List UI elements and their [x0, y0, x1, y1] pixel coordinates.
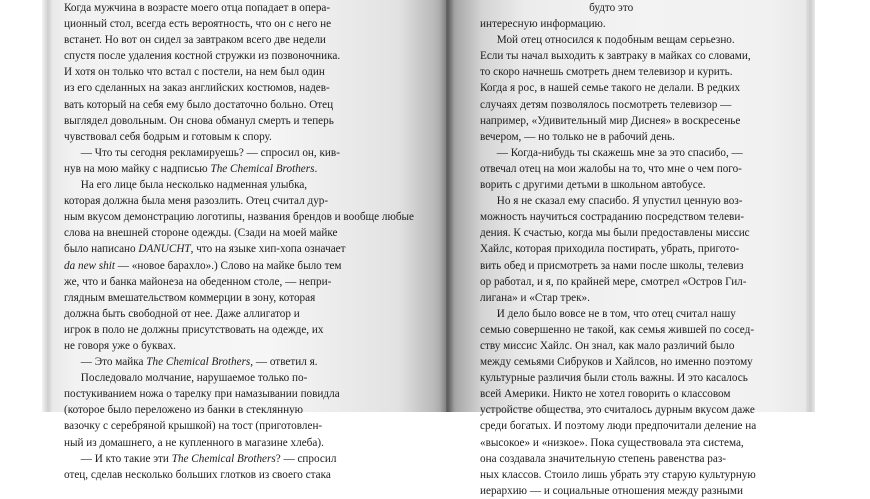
text-line [480, 113, 756, 129]
text-run: — «новое барахло».) Слово на майке было тем [114, 259, 342, 272]
left-page-edges [42, 0, 52, 412]
text-line [480, 16, 756, 32]
italic-text-run: DANUCHT [138, 243, 191, 256]
text-run: Последовало молчание, нарушаемое только по- [64, 372, 308, 385]
text-line [480, 129, 756, 145]
text-run: Когда я рос, в нашей семье такого не делали. В редких [480, 82, 741, 95]
text-line [480, 161, 756, 177]
text-run: например, «Удивительный мир Диснея» в воскресенье [480, 114, 741, 127]
italic-text-run: The Chemical Brothers [210, 162, 315, 175]
text-line [480, 225, 756, 241]
text-run: случаях детям позволялось посмотреть телевизор — [480, 98, 732, 111]
text-run: выглядел довольным. Он снова обманул смерть и теперь [64, 114, 334, 127]
text-line [64, 338, 414, 354]
text-run: Хайлс, которая приходила постирать, убрать, пригото- [480, 243, 740, 256]
text-run: вать который на себя ему было достаточно больно. Отец [64, 98, 334, 111]
text-run: слова на внешней стороне одежды. (Сзади на моей майке [64, 227, 338, 240]
text-line [64, 161, 414, 177]
text-line [480, 338, 756, 354]
text-line [64, 322, 414, 338]
text-line [480, 209, 756, 225]
text-line [480, 241, 756, 257]
text-run: постукиванием ножа о тарелку при намазывании повидла [64, 388, 340, 401]
text-line [64, 177, 414, 193]
italic-text-run: da new shit [64, 259, 115, 272]
text-line [480, 467, 756, 483]
text-run: ству миссис Хайлс. Он знал, как мало различий было [480, 339, 735, 352]
text-run: между семьями Сибруков и Хайлсов, но именно поэтому [480, 356, 753, 369]
text-run: . [314, 162, 318, 175]
text-run: ным вкусом демонстрацию логотипы, названия брендов и вообще любые [64, 211, 415, 224]
text-run: , что на языке хип-хопа означает [190, 243, 346, 256]
right-page-edges [806, 0, 815, 412]
text-line [64, 435, 414, 451]
text-line [480, 322, 756, 338]
text-line [480, 306, 756, 322]
text-run: встанет. Но вот он сидел за завтраком всего две недели [64, 34, 326, 47]
text-line [64, 306, 414, 322]
text-line [64, 32, 414, 48]
text-run: всей Америки. Никто не хотел говорить о классовом [480, 388, 731, 401]
text-run: будто это [480, 2, 634, 14]
text-run: интересную информацию. [480, 18, 606, 31]
text-line [480, 435, 756, 451]
text-line [480, 451, 756, 467]
text-run: же, что и банка майонеза на обеденном столе, — непри- [64, 275, 332, 288]
text-line [480, 177, 756, 193]
text-run: ный из домашнего, а не купленного в магазине хлеба). [64, 436, 324, 449]
text-line [64, 241, 414, 257]
right-page-text [480, 0, 756, 499]
text-run: она создавала значительную степень равенства раз- [480, 452, 726, 465]
text-line [480, 97, 756, 113]
text-line [64, 370, 414, 386]
text-run: из его сделанных на заказ английских костюмов, надев- [64, 82, 330, 95]
text-line [64, 258, 414, 274]
text-run: должна быть свободной от нее. Даже аллигатор и [64, 307, 300, 320]
text-line [64, 354, 414, 370]
text-run: иерархию — и социальные отношения между разными [480, 484, 743, 497]
text-run: вазочку с серебряной крышкой) на тост (приготовлен- [64, 420, 323, 433]
text-line [64, 386, 414, 402]
text-line [480, 370, 756, 386]
text-line [480, 48, 756, 64]
text-line [64, 16, 414, 32]
text-run: нув на мою майку с надписью [64, 162, 211, 175]
text-line [64, 402, 414, 418]
italic-text-run: The Chemical Brothers [171, 452, 276, 465]
text-line [64, 225, 414, 241]
text-run: — И кто такие эти [64, 452, 172, 465]
text-run: отец, сделав несколько больших глотков из своего стака [64, 468, 331, 481]
text-line [64, 274, 414, 290]
text-run: ? — спросил [275, 452, 337, 465]
text-run: ворить с другими детьми в школьном автобусе. [480, 179, 706, 192]
text-line [480, 274, 756, 290]
text-run: (которое было переложено из банки в стеклянную [64, 404, 304, 417]
text-line [64, 193, 414, 209]
text-run: которая должна была меня разозлить. Отец считал дур- [64, 195, 329, 208]
text-line [64, 467, 414, 483]
text-run: — Когда-нибудь ты скажешь мне за это спасибо, — [480, 146, 743, 159]
text-run: можность научиться состраданию посредством телеви- [480, 211, 745, 224]
text-line [480, 64, 756, 80]
text-line [480, 32, 756, 48]
text-run: На его лице была несколько надменная улыбка, [64, 179, 308, 192]
text-run: — Это майка [64, 356, 147, 369]
italic-text-run: The Chemical Brothers, [146, 356, 254, 369]
text-line [480, 80, 756, 96]
text-line [64, 290, 414, 306]
text-line [480, 258, 756, 274]
text-run: И дело было вовсе не в том, что отец считал нашу [480, 307, 736, 320]
text-line [480, 0, 756, 16]
text-run: игрок в поло не должны присутствовать на одежде, их [64, 323, 324, 336]
text-run: отвечал отец на мои жалобы на то, что мне о чем пого- [480, 162, 742, 175]
text-run: Если ты начал выходить к завтраку в майках со словами, [480, 50, 751, 63]
book-gutter-shadow [440, 0, 454, 412]
text-run: устройстве общества, это считалось дурным вкусом даже [480, 404, 755, 417]
text-run: дения. К счастью, когда мы были предоставлены миссис [480, 227, 750, 240]
text-line [480, 145, 756, 161]
text-line [480, 354, 756, 370]
text-run: не говоря уже о буквах. [64, 339, 176, 352]
text-line [64, 451, 414, 467]
text-line [64, 80, 414, 96]
text-line [480, 483, 756, 499]
text-run: ных классов. Стоило лишь убрать эту старую культурную [480, 468, 756, 481]
text-run: Мой отец относился к подобным вещам серьезно. [480, 34, 735, 47]
text-line [480, 290, 756, 306]
text-line [64, 97, 414, 113]
text-run: было написано [64, 243, 139, 256]
text-run: — ответил я. [253, 356, 318, 369]
text-run: Но я не сказал ему спасибо. Я упустил ценную воз- [480, 195, 743, 208]
text-run: среди богатых. И поэтому люди предпочитали деление на [480, 420, 757, 433]
text-run: семью совершенно не такой, как семья жившей по сосед- [480, 323, 755, 336]
text-run: Когда мужчина в возрасте моего отца попадает в опера- [64, 2, 331, 14]
text-line [64, 113, 414, 129]
left-page-text [64, 0, 414, 483]
text-run: то скоро начнешь смотреть днем телевизор и курить. [480, 66, 733, 79]
text-run: ор работал, и я, по крайней мере, смотрел «Остров Гил- [480, 275, 747, 288]
text-line [64, 145, 414, 161]
text-line [480, 386, 756, 402]
text-line [64, 129, 414, 145]
text-line [64, 209, 414, 225]
text-line [64, 64, 414, 80]
text-run: глядным вмешательством коммерции в зону, которая [64, 291, 316, 304]
text-run: культурные различия были столь важны. И это касалось [480, 372, 748, 385]
text-line [480, 193, 756, 209]
text-run: лигана» и «Стар трек». [480, 291, 590, 304]
text-run: ционный стол, всегда есть вероятность, что он с него не [64, 18, 332, 31]
text-line [64, 0, 414, 16]
text-run: — Что ты сегодня рекламируешь? — спросил он, кив- [64, 146, 340, 159]
text-run: «высокое» и «низкое». Пока существовала эта система, [480, 436, 744, 449]
text-run: вечером, — но только не в рабочий день. [480, 130, 675, 143]
text-line [64, 418, 414, 434]
text-run: вить обед и присмотреть за нами после школы, телевиз [480, 259, 744, 272]
text-line [480, 418, 756, 434]
text-line [480, 402, 756, 418]
text-run: чувствовал себя бодрым и готовым к спору. [64, 130, 272, 143]
text-run: спустя после удаления костной стружки из позвоночника. [64, 50, 341, 63]
text-line [64, 48, 414, 64]
text-run: И хотя он только что встал с постели, на нем был один [64, 66, 325, 79]
